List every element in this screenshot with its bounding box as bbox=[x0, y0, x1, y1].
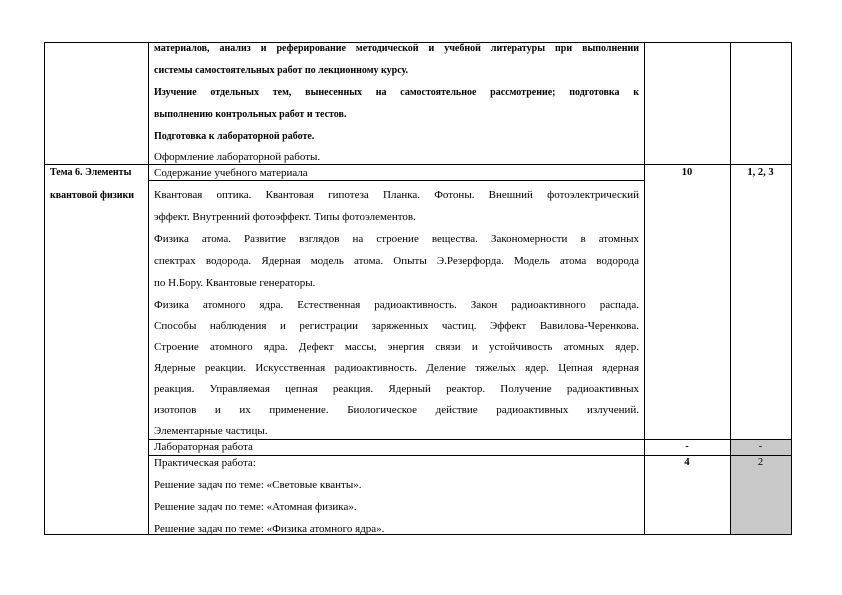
level-value: 1, 2, 3 bbox=[747, 167, 774, 178]
content-line: Физика атомного ядра. Естественная радиоактивность. Закон радиоактивного распада. bbox=[154, 299, 639, 311]
top-text-line-6: Оформление лабораторной работы. bbox=[154, 151, 321, 163]
lab-level: - bbox=[758, 441, 763, 452]
top-text-line-1: материалов, анализ и реферирование методической и учебной литературы при выполнении bbox=[154, 43, 639, 54]
practice-item: Решение задач по теме: «Атомная физика». bbox=[154, 501, 357, 513]
practice-hours: 4 bbox=[684, 457, 690, 468]
content-line: Способы наблюдения и регистрации заряженных частиц. Эффект Вавилова-Черенкова. bbox=[154, 320, 639, 332]
lab-label: Лабораторная работа bbox=[154, 441, 253, 453]
hours-value: 10 bbox=[681, 167, 693, 178]
practice-item: Решение задач по теме: «Световые кванты». bbox=[154, 479, 362, 491]
content-line: эффект. Внутренний фотоэффект. Типы фотоэлементов. bbox=[154, 211, 416, 223]
topic-title-line-2: квантовой физики bbox=[50, 190, 135, 201]
content-line: Физика атома. Развитие взглядов на строение вещества. Закономерности в атомных bbox=[154, 233, 639, 245]
content-line: изотопов и их применение. Биологическое действие радиоактивных излучений. bbox=[154, 404, 639, 416]
content-line: по Н.Бору. Квантовые генераторы. bbox=[154, 277, 316, 289]
curriculum-table bbox=[44, 42, 791, 535]
practice-item: Решение задач по теме: «Физика атомного ядра». bbox=[154, 523, 385, 535]
table-border-left bbox=[44, 42, 45, 535]
top-text-line-4: выполнению контрольных работ и тестов. bbox=[154, 109, 347, 120]
top-text-line-3: Изучение отдельных тем, вынесенных на самостоятельное рассмотрение; подготовка к bbox=[154, 87, 639, 98]
col-divider-topic bbox=[148, 42, 149, 535]
content-line: реакция. Управляемая цепная реакция. Ядерный реактор. Получение радиоактивных bbox=[154, 383, 639, 395]
table-border-right bbox=[791, 42, 792, 535]
topic-title-line-1: Тема 6. Элементы bbox=[50, 167, 132, 178]
lab-hours: - bbox=[685, 441, 689, 452]
top-text-line-2: системы самостоятельных работ по лекционному курсу. bbox=[154, 65, 409, 76]
top-text-line-5: Подготовка к лабораторной работе. bbox=[154, 131, 315, 142]
content-header: Содержание учебного материала bbox=[154, 167, 308, 179]
content-line: спектрах водорода. Ядерная модель атома. Опыты Э.Резерфорда. Модель атома водорода bbox=[154, 255, 639, 267]
content-line: Ядерные реакции. Искусственная радиоактивность. Деление тяжелых ядер. Цепная ядерная bbox=[154, 362, 639, 374]
content-line: Элементарные частицы. bbox=[154, 425, 268, 437]
practice-label: Практическая работа: bbox=[154, 457, 256, 469]
content-line: Квантовая оптика. Квантовая гипотеза Планка. Фотоны. Внешний фотоэлектрический bbox=[154, 189, 639, 201]
content-line: Строение атомного ядра. Дефект массы, энергия связи и устойчивость атомных ядер. bbox=[154, 341, 639, 353]
practice-level: 2 bbox=[757, 457, 764, 468]
